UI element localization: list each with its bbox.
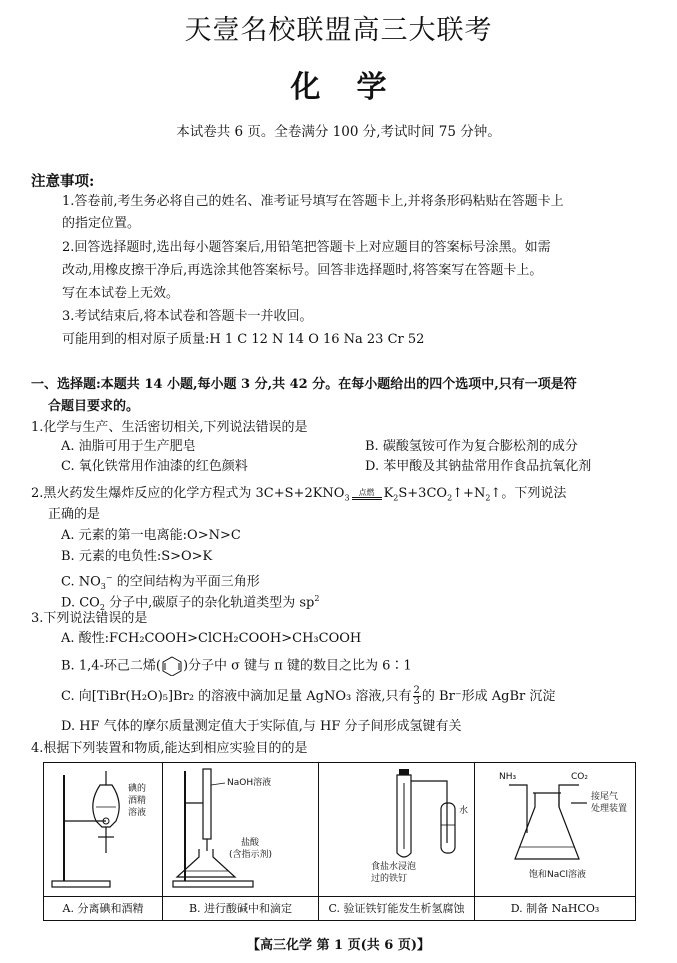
panel-a-caption: A. 分离碘和酒精 xyxy=(44,896,162,920)
page-footer: 【高三化学 第 1 页(共 6 页)】 xyxy=(246,938,431,953)
notice-item-1-cont: 的指定位置。 xyxy=(62,216,141,231)
q2-option-d: D. $CO_2$ 分子中,碳原子的杂化轨道类型为 $sp^2$ xyxy=(61,594,320,612)
panel-d-label-3: 饱和NaCl溶液 xyxy=(529,870,587,880)
q3-option-a: A. 酸性:FCH₂COOH>ClCH₂COOH>CH₃COOH xyxy=(61,631,362,646)
reaction-arrow: 点燃 xyxy=(352,488,382,500)
panel-c xyxy=(319,763,475,920)
corrosion-apparatus-icon xyxy=(319,763,475,896)
q1-stem: 1.化学与生产、生活密切相关,下列说法错误的是 xyxy=(31,420,308,435)
notice-item-3: 3.考试结束后,将本试卷和答题卡一并收回。 xyxy=(62,309,313,324)
q2-stem-cont: 正确的是 xyxy=(48,507,101,522)
panel-d-label-4: 接尾气 xyxy=(591,792,619,802)
panel-b-label-1: NaOH溶液 xyxy=(227,778,272,788)
atomic-masses: 可能用到的相对原子质量:H 1 C 12 N 14 O 16 Na 23 Cr 52 xyxy=(62,332,425,347)
q3-option-c: C. 向[TiBr(H₂O)₅]Br₂ 的溶液中滴加足量 AgNO₃ 溶液,只有 $\frac{2}{3}$ 的 Br⁻形成 AgBr 沉淀 xyxy=(61,685,556,707)
exam-intro: 本试卷共 6 页。全卷满分 100 分,考试时间 75 分钟。 xyxy=(176,124,501,140)
q2-option-a: A. 元素的第一电离能:O>N>C xyxy=(61,528,241,543)
panel-d-label-2: CO₂ xyxy=(571,772,588,782)
notice-item-2-cont2: 写在本试卷上无效。 xyxy=(62,286,180,301)
panel-a-label-2: 酒精 xyxy=(128,796,147,806)
q3-option-d: D. HF 气体的摩尔质量测定值大于实际值,与 HF 分子间形成氢键有关 xyxy=(61,719,462,734)
panel-c-label-1: 水 xyxy=(459,806,469,816)
notice-item-2-cont: 改动,用橡皮擦干净后,再选涂其他答案标号。回答非选择题时,将答案写在答题卡上。 xyxy=(62,263,543,278)
q3-option-b: B. 1,4-环己二烯( )分子中 σ 键与 π 键的数目之比为 6∶1 xyxy=(61,656,412,676)
panel-d-caption: D. 制备 NaHCO₃ xyxy=(475,896,635,920)
fraction-two-thirds: $\frac{2}{3}$ xyxy=(413,685,420,707)
exam-title: 天壹名校联盟高三大联考 xyxy=(184,15,493,46)
panel-c-label-2: 食盐水浸泡 xyxy=(371,862,417,872)
q3-stem: 3.下列说法错误的是 xyxy=(31,611,148,626)
panel-d xyxy=(475,763,635,920)
cyclohexadiene-structure-icon xyxy=(161,656,183,676)
panel-a xyxy=(44,763,163,920)
q4-stem: 4.根据下列装置和物质,能达到相应实验目的的是 xyxy=(31,741,308,756)
panel-b-caption: B. 进行酸碱中和滴定 xyxy=(163,896,318,920)
panel-b xyxy=(163,763,319,920)
section-heading-cont: 合题目要求的。 xyxy=(48,399,140,414)
panel-a-label-3: 溶液 xyxy=(128,808,147,818)
titration-apparatus-icon xyxy=(163,763,319,896)
section-heading: 一、选择题:本题共 14 小题,每小题 3 分,共 42 分。在每小题给出的四个选项中,只有一项是符 xyxy=(31,377,577,392)
q1-option-d: D. 苯甲酸及其钠盐常用作食品抗氧化剂 xyxy=(365,459,592,474)
panel-d-label-5: 处理装置 xyxy=(591,804,628,814)
q1-option-a: A. 油脂可用于生产肥皂 xyxy=(61,439,196,454)
q2-option-c: C. $NO_3^-$ 的空间结构为平面三角形 xyxy=(61,573,260,591)
notice-item-2: 2.回答选择题时,选出每小题答案后,用铅笔把答题卡上对应题目的答案标号涂黑。如需 xyxy=(62,240,551,255)
panel-c-caption: C. 验证铁钉能发生析氢腐蚀 xyxy=(319,896,474,920)
notice-heading: 注意事项: xyxy=(31,173,95,190)
gas-bottle-apparatus-icon xyxy=(475,763,635,896)
separatory-funnel-apparatus-icon xyxy=(44,763,163,896)
panel-b-label-2: 盐酸 xyxy=(241,838,260,848)
subject-title: 化学 xyxy=(290,70,423,105)
panel-c-label-3: 过的铁钉 xyxy=(371,874,408,884)
q1-option-c: C. 氧化铁常用作油漆的红色颜料 xyxy=(61,459,248,474)
q1-option-b: B. 碳酸氢铵可作为复合膨松剂的成分 xyxy=(365,439,578,454)
notice-item-1: 1.答卷前,考生务必将自己的姓名、准考证号填写在答题卡上,并将条形码粘贴在答题卡上 xyxy=(62,194,564,209)
panel-b-label-3: (含指示剂) xyxy=(229,850,273,860)
apparatus-table xyxy=(43,762,636,921)
q2-stem: 2.黑火药发生爆炸反应的化学方程式为 $3C+S+2KNO_3$ 点燃 $K_2S+3CO_2↑+N_2↑$。下列说法 xyxy=(31,486,567,503)
q2-option-b: B. 元素的电负性:S>O>K xyxy=(61,549,213,564)
panel-a-label-1: 碘的 xyxy=(128,784,147,794)
panel-d-label-1: NH₃ xyxy=(499,772,517,782)
